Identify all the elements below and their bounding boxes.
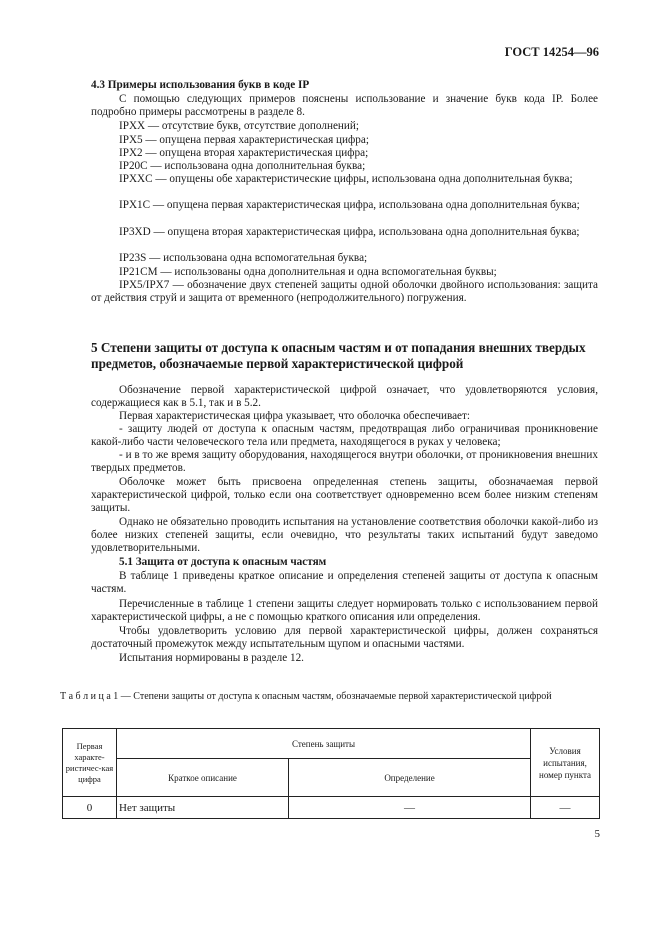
cell-conditions: — <box>531 797 600 819</box>
example-ip21cm: IP21CM — использованы одна дополнительная и одна вспомогательная буквы; <box>119 266 497 278</box>
example-ip23s: IP23S — использована одна вспомогательная буква; <box>119 252 368 264</box>
example-ipx5-ipx7: IPX5/IPX7 — обозначение двух степеней защиты одной оболочки двойного использования: защита от действия струй и защита от временного (непродолжительного) погружения. <box>91 279 598 304</box>
section-5-title: 5 Степени защиты от доступа к опасным частям и от попадания внешних твердых предметов, обозначаемые первой характеристической цифрой <box>91 340 586 371</box>
section-5-paragraph: - и в то же время защиту оборудования, находящегося внутри оболочки, от проникновения внешних твердых предметов. <box>91 449 598 474</box>
example-ip20c: IP20C — использована одна дополнительная буква; <box>119 160 366 172</box>
table-subheader-row <box>63 759 600 797</box>
header-first-digit: Первая характе-ристичес-кая цифра <box>63 729 117 797</box>
section-5-1-paragraph: Испытания нормированы в разделе 12. <box>119 652 304 664</box>
page-number: 5 <box>594 828 600 840</box>
cell-digit: 0 <box>63 797 117 819</box>
section-4-3-intro: С помощью следующих примеров пояснены использование и значение букв кода IP. Более подробно примеры рассмотрены в разделе 8. <box>91 93 598 118</box>
section-5-paragraph: Однако не обязательно проводить испытания на установление соответствия оболочки какой-либо из более низких степеней защиты, если очевидно, что результаты таких испытаний будут заведомо удовлетворительными. <box>91 516 598 554</box>
example-ipx1c: IPX1C — опущена первая характеристическая цифра, использована одна дополнительная буква; <box>119 199 580 211</box>
example-ipx5: IPX5 — опущена первая характеристическая цифра; <box>119 134 369 146</box>
section-5-1-paragraph: Чтобы удовлетворить условию для первой характеристической цифры, должен сохраняться достаточный промежуток между испытательным щупом и опасными частями. <box>91 625 598 650</box>
section-5-paragraph: Первая характеристическая цифра указывает, что оболочка обеспечивает: <box>119 410 471 422</box>
section-5-1-paragraph: В таблице 1 приведены краткое описание и определения степеней защиты от доступа к опасным частям. <box>91 570 598 595</box>
table-caption-label: Т а б л и ц а 1 <box>60 691 119 702</box>
cell-short: Нет защиты <box>117 797 289 819</box>
example-ipxx: IPXX — отсутствие букв, отсутствие дополнений; <box>119 120 359 132</box>
table-caption-text: — Степени защиты от доступа к опасным частям, обозначаемые первой характеристической цифрой <box>118 691 552 702</box>
example-ipx2: IPX2 — опущена вторая характеристическая цифра; <box>119 147 369 159</box>
section-5-1-title: 5.1 Защита от доступа к опасным частям <box>119 556 327 568</box>
standard-number: ГОСТ 14254—96 <box>504 45 599 59</box>
example-ip3xd: IP3XD — опущена вторая характеристическая цифра, использована одна дополнительная буква; <box>119 226 580 238</box>
header-test-conditions: Условия испытания, номер пункта <box>531 729 600 797</box>
cell-definition: — <box>289 797 531 819</box>
section-5-paragraph: - защиту людей от доступа к опасным частям, предотвращая либо ограничивая проникновение какой-либо части человеческого тела или предмета, находящегося в руках у человека; <box>91 423 598 448</box>
section-5-1-paragraph: Перечисленные в таблице 1 степени защиты следует нормировать только с использованием первой характеристической цифры, а не с помощью краткого описания или определения. <box>91 598 598 623</box>
section-5-paragraph: Оболочке может быть присвоена определенная степень защиты, обозначаемая первой характеристической цифрой, только если она соответствует одновременно всем более низким степеням защиты. <box>91 476 598 514</box>
table-caption <box>60 690 600 703</box>
section-5-paragraph: Обозначение первой характеристической цифрой означает, что удовлетворяются условия, содержащиеся как в 5.1, так и в 5.2. <box>91 384 598 409</box>
header-degree-of-protection: Степень защиты <box>117 729 531 759</box>
section-4-3-title: 4.3 Примеры использования букв в коде IP <box>91 79 310 91</box>
table-header-row <box>63 729 600 759</box>
header-short-description: Краткое описание <box>117 759 289 797</box>
header-definition: Определение <box>289 759 531 797</box>
example-ipxxc: IPXXC — опущены обе характеристические цифры, использована одна дополнительная буква; <box>119 173 573 185</box>
protection-degree-table <box>62 728 600 819</box>
table-row <box>63 797 600 819</box>
